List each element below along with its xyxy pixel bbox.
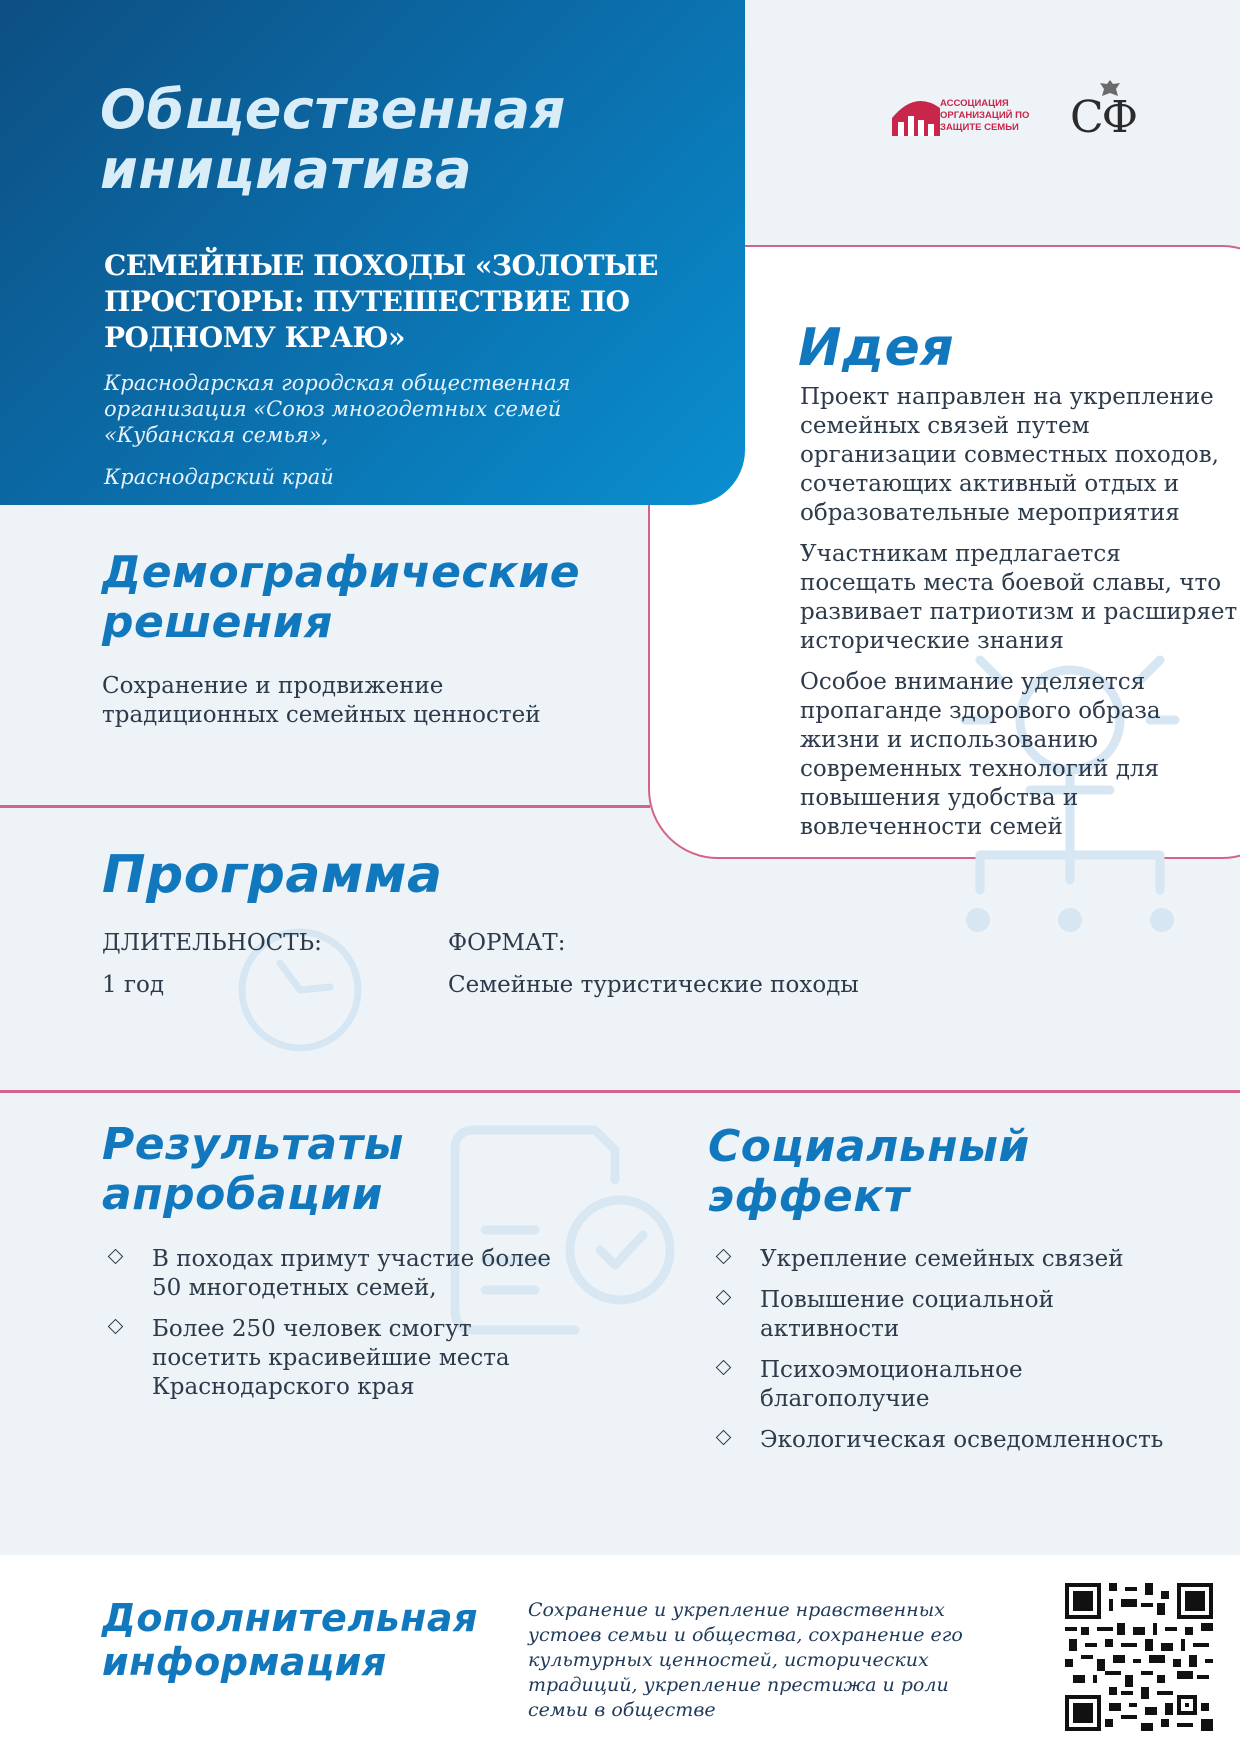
diamond-bullet-icon xyxy=(716,1360,732,1376)
idea-text xyxy=(800,383,1240,854)
list-item: Укрепление семейных связей xyxy=(710,1245,1190,1274)
project-title: СЕМЕЙНЫЕ ПОХОДЫ «ЗОЛОТЫЕ ПРОСТОРЫ: ПУТЕШЕСТВИЕ ПО РОДНОМУ КРАЮ» xyxy=(104,249,658,354)
duration-label: ДЛИТЕЛЬНОСТЬ: xyxy=(102,930,322,956)
format-value: Семейные туристические походы xyxy=(448,972,859,998)
list-item: Повышение социальной активности xyxy=(710,1286,1190,1344)
results-list xyxy=(102,1245,572,1414)
sf-logo: СФ xyxy=(1070,92,1137,143)
diamond-bullet-icon xyxy=(108,1319,124,1335)
organization-name: Краснодарская городская общественная организация «Союз многодетных семей «Кубанская семья», xyxy=(104,371,571,447)
idea-heading: Идея xyxy=(798,318,955,378)
divider xyxy=(0,1090,1240,1093)
list-item: Экологическая осведомленность xyxy=(710,1426,1190,1455)
idea-paragraph: Участникам предлагается посещать места боевой славы, что развивает патриотизм и расширяет исторические знания xyxy=(800,541,1238,654)
format-label: ФОРМАТ: xyxy=(448,930,566,956)
idea-paragraph: Проект направлен на укрепление семейных связей путем организации совместных походов, сочетающих активный отдых и образовательные мероприятия xyxy=(800,384,1219,526)
results-heading: Результаты апробации xyxy=(102,1119,404,1220)
list-item: Более 250 человек смогут посетить красивейшие места Краснодарского края xyxy=(102,1315,572,1402)
duration-value: 1 год xyxy=(102,972,165,998)
idea-paragraph: Особое внимание уделяется пропаганде здорового образа жизни и использованию современных технологий для повышения удобства и вовлеченности семей xyxy=(800,669,1161,840)
diamond-bullet-icon xyxy=(716,1290,732,1306)
diamond-bullet-icon xyxy=(716,1249,732,1265)
social-effect-list xyxy=(710,1245,1190,1467)
page-kicker: Общественная инициатива xyxy=(100,78,566,201)
demographic-heading: Демографические решения xyxy=(102,547,581,648)
list-item: В походах примут участие более 50 многодетных семей, xyxy=(102,1245,572,1303)
additional-info-text: Сохранение и укрепление нравственных устоев семьи и общества, сохранение его культурных ценностей, исторических традиций, укрепление престижа и роли семьи в обществе xyxy=(528,1599,963,1721)
demographic-text: Сохранение и продвижение традиционных семейных ценностей xyxy=(102,673,541,728)
program-heading: Программа xyxy=(102,845,443,905)
social-effect-heading: Социальный эффект xyxy=(708,1121,1030,1222)
diamond-bullet-icon xyxy=(108,1249,124,1265)
divider xyxy=(0,805,650,808)
additional-info-heading: Дополнительная информация xyxy=(102,1596,478,1684)
region: Краснодарский край xyxy=(104,465,334,489)
list-item: Психоэмоциональное благополучие xyxy=(710,1356,1190,1414)
qr-code-icon[interactable] xyxy=(1065,1583,1213,1731)
association-logo-text: АССОЦИАЦИЯ ОРГАНИЗАЦИЙ ПО ЗАЩИТЕ СЕМЬИ xyxy=(940,98,1030,133)
diamond-bullet-icon xyxy=(716,1430,732,1446)
